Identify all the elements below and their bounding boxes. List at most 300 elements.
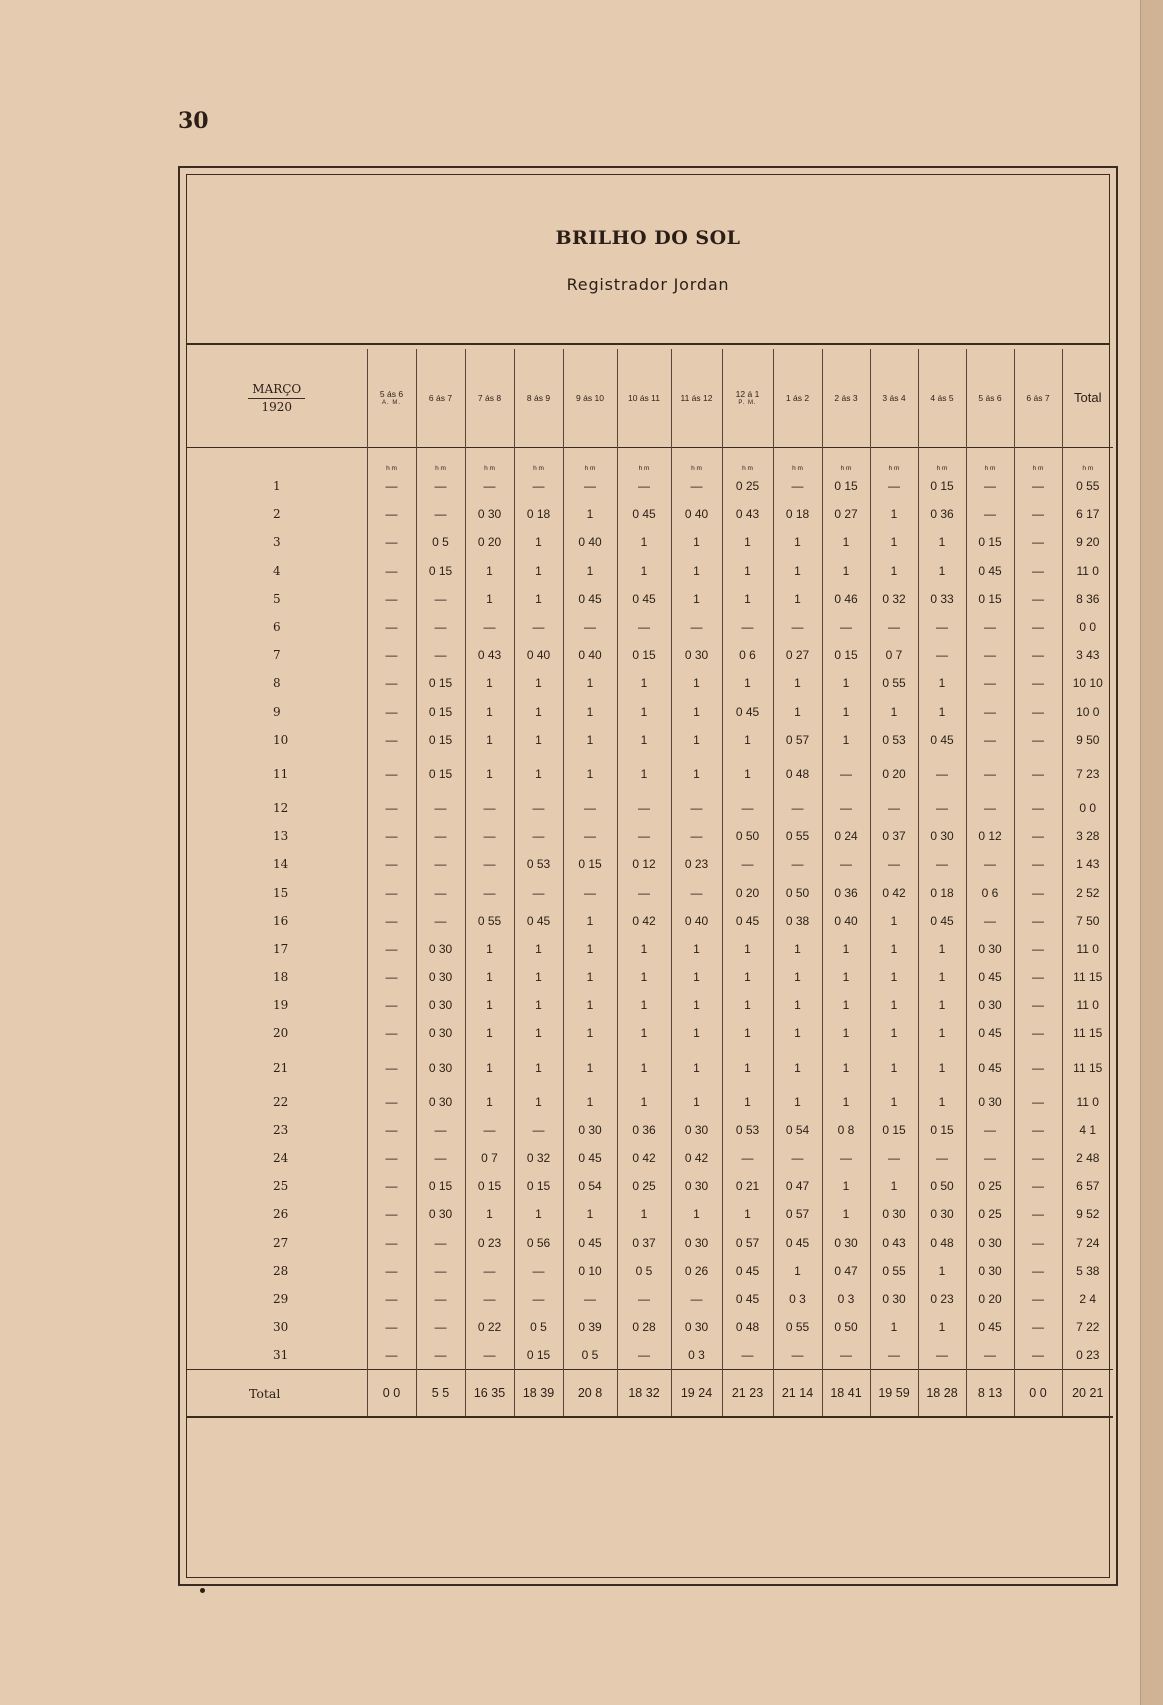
row-total-cell: 9 20 [1062,528,1113,556]
sunshine-cell: 1 [870,1313,918,1341]
sunshine-cell: 1 [671,1048,722,1088]
sunshine-cell: 0 18 [773,500,822,528]
row-total-cell: 7 50 [1062,907,1113,935]
sunshine-cell: 1 [563,963,617,991]
day-number: 23 [273,1122,289,1137]
sunshine-cell: — [1014,850,1062,878]
sunshine-cell: — [563,878,617,906]
day-number: 29 [273,1291,289,1306]
book-spine [1140,0,1163,1705]
sunshine-cell: — [870,472,918,500]
sunshine-cell: 1 [465,1048,514,1088]
sunshine-cell: — [367,1313,416,1341]
sunshine-cell: 1 [822,1048,870,1088]
sunshine-cell: — [918,641,966,669]
sunshine-cell: 1 [870,991,918,1019]
sunshine-cell: — [367,1019,416,1047]
table-row [187,641,1113,669]
sunshine-cell: 0 37 [617,1229,671,1257]
day-number: 24 [273,1151,289,1166]
sunshine-cell: 0 15 [822,472,870,500]
sunshine-cell: — [966,500,1014,528]
sunshine-cell: — [1014,822,1062,850]
sunshine-cell: — [1014,641,1062,669]
sunshine-cell: 1 [722,1088,773,1116]
row-total-cell: 7 22 [1062,1313,1113,1341]
sunshine-cell: 0 45 [966,1313,1014,1341]
day-number: 9 [273,704,281,719]
page-title: BRILHO DO SOL [555,227,741,249]
sunshine-cell: — [367,585,416,613]
sunshine-cell: 0 45 [918,726,966,754]
sunshine-cell: 1 [773,557,822,585]
sunshine-cell: 0 15 [514,1172,563,1200]
sunshine-cell: — [671,613,722,641]
sunshine-cell: 1 [870,907,918,935]
table-row [187,500,1113,528]
sunshine-cell: — [966,698,1014,726]
sunshine-cell: — [416,1257,465,1285]
sunshine-cell: — [966,1144,1014,1172]
sunshine-cell: — [1014,1200,1062,1228]
sunshine-cell: — [1014,1116,1062,1144]
sunshine-cell: 1 [671,1200,722,1228]
day-number: 4 [273,563,281,578]
sunshine-cell: 0 20 [722,878,773,906]
sunshine-cell: — [1014,669,1062,697]
day-number: 13 [273,829,289,844]
sunshine-cell: — [870,850,918,878]
sunshine-cell: 0 5 [514,1313,563,1341]
sunshine-cell: 1 [514,1088,563,1116]
column-total-cell: 0 0 [367,1370,416,1418]
sunshine-cell: 0 57 [722,1229,773,1257]
sunshine-cell: — [465,1341,514,1370]
sunshine-cell: 1 [722,557,773,585]
sunshine-cell: 0 45 [563,1229,617,1257]
sunshine-cell: 0 15 [416,698,465,726]
sunshine-cell: — [563,822,617,850]
sunshine-cell: 0 30 [671,1229,722,1257]
day-number: 12 [273,800,289,815]
row-total-cell: 11 0 [1062,1088,1113,1116]
row-total-cell: 11 0 [1062,991,1113,1019]
sunshine-cell: — [367,641,416,669]
sunshine-cell: 0 47 [773,1172,822,1200]
sunshine-cell: — [671,472,722,500]
sunshine-cell: — [617,794,671,822]
sunshine-cell: — [617,1285,671,1313]
sunshine-cell: — [1014,794,1062,822]
sunshine-cell: — [966,1341,1014,1370]
sunshine-cell: — [966,726,1014,754]
column-total-cell: 18 41 [822,1370,870,1418]
sunshine-cell: 0 30 [671,1313,722,1341]
sunshine-cell: 1 [918,1048,966,1088]
sunshine-cell: 0 30 [870,1200,918,1228]
unit-label: h m [1014,448,1062,473]
sunshine-cell: — [918,613,966,641]
sunshine-cell: 1 [465,669,514,697]
sunshine-cell: 0 47 [822,1257,870,1285]
column-total-cell: 18 39 [514,1370,563,1418]
day-number: 28 [273,1263,289,1278]
sunshine-cell: 0 45 [722,698,773,726]
sunshine-cell: — [966,1116,1014,1144]
sunshine-cell: — [465,794,514,822]
sunshine-cell: 1 [514,698,563,726]
column-header [563,349,617,448]
sunshine-cell: — [367,963,416,991]
sunshine-cell: — [416,613,465,641]
day-number: 7 [273,648,281,663]
sunshine-cell: 0 57 [773,726,822,754]
sunshine-cell: 1 [918,991,966,1019]
sunshine-cell: 0 48 [722,1313,773,1341]
row-total-cell: 6 57 [1062,1172,1113,1200]
column-total-cell: 0 0 [1014,1370,1062,1418]
sunshine-cell: — [966,907,1014,935]
column-header-label: 10 ás 11 [628,392,660,403]
sunshine-cell: 1 [918,557,966,585]
sunshine-cell: — [367,698,416,726]
sunshine-cell: — [367,1048,416,1088]
sunshine-cell: 1 [822,1172,870,1200]
sunshine-cell: — [1014,1257,1062,1285]
sunshine-cell: 1 [870,1088,918,1116]
sunshine-cell: 0 6 [722,641,773,669]
sunshine-cell: — [1014,472,1062,500]
sunshine-cell: — [514,1257,563,1285]
sunshine-cell: 1 [722,963,773,991]
sunshine-cell: — [722,1341,773,1370]
sunshine-cell: 0 20 [465,528,514,556]
sunshine-cell: 0 50 [918,1172,966,1200]
row-total-cell: 5 38 [1062,1257,1113,1285]
sunshine-cell: 0 15 [416,754,465,794]
sunshine-cell: — [367,669,416,697]
sunshine-cell: — [465,850,514,878]
sunshine-cell: 1 [514,1019,563,1047]
sunshine-cell: 1 [822,557,870,585]
sunshine-cell: 0 30 [870,1285,918,1313]
column-total-cell: 19 24 [671,1370,722,1418]
sunshine-cell: 1 [465,1019,514,1047]
sunshine-cell: — [722,613,773,641]
sunshine-cell: 0 36 [822,878,870,906]
sunshine-cell: 0 40 [563,641,617,669]
sunshine-cell: — [617,822,671,850]
sunshine-cell: — [367,794,416,822]
column-header-label: 4 ás 5 [930,392,954,403]
sunshine-cell: — [722,1144,773,1172]
column-header-label: 3 ás 4 [882,392,906,403]
column-header-label: 2 ás 3 [834,392,858,403]
sunshine-cell: 1 [722,754,773,794]
table-row [187,1088,1113,1116]
sunshine-cell: — [1014,1088,1062,1116]
sunshine-cell: 0 15 [966,585,1014,613]
sunshine-cell: 1 [722,935,773,963]
column-header-label: 6 ás 7 [428,392,453,403]
row-total-cell: 2 4 [1062,1285,1113,1313]
sunshine-cell: 0 45 [514,907,563,935]
sunshine-cell: — [822,754,870,794]
sunshine-cell: 0 40 [671,500,722,528]
sunshine-cell: 1 [617,1200,671,1228]
table-row [187,557,1113,585]
sunshine-cell: 1 [465,1200,514,1228]
sunshine-cell: 0 42 [617,1144,671,1172]
sunshine-cell: 1 [563,935,617,963]
sunshine-cell: 0 5 [617,1257,671,1285]
sunshine-cell: 0 25 [966,1200,1014,1228]
year-label: 1920 [261,399,293,414]
sunshine-cell: 0 45 [773,1229,822,1257]
day-number: 31 [273,1348,289,1363]
column-total-cell: 5 5 [416,1370,465,1418]
column-header-period: P. M. [738,400,757,406]
sunshine-cell: 1 [870,1048,918,1088]
sunshine-cell: — [563,794,617,822]
sunshine-cell: — [367,1285,416,1313]
sunshine-cell: 0 50 [722,822,773,850]
unit-label: h m [514,448,563,473]
sunshine-cell: 0 45 [722,1257,773,1285]
sunshine-cell: — [367,878,416,906]
sunshine-cell: — [416,641,465,669]
sunshine-cell: 0 45 [722,1285,773,1313]
column-header-label: 5 ás 6 [978,392,1002,403]
sunshine-cell: — [1014,878,1062,906]
sunshine-cell: 1 [563,557,617,585]
sunshine-cell: 0 42 [870,878,918,906]
sunshine-cell: — [671,1285,722,1313]
sunshine-cell: 0 3 [773,1285,822,1313]
sunshine-cell: — [671,794,722,822]
sunshine-cell: 1 [671,935,722,963]
sunshine-cell: 1 [671,585,722,613]
sunshine-cell: — [416,1229,465,1257]
sunshine-cell: — [367,1088,416,1116]
sunshine-cell: 0 15 [918,472,966,500]
sunshine-cell: 1 [563,726,617,754]
sunshine-cell: — [367,557,416,585]
table-row [187,1341,1113,1370]
table-row [187,850,1113,878]
sunshine-cell: 1 [514,963,563,991]
day-number: 11 [273,766,289,781]
sunshine-cell: — [367,754,416,794]
sunshine-cell: — [1014,1341,1062,1370]
sunshine-cell: — [966,613,1014,641]
sunshine-cell: — [1014,1048,1062,1088]
table-row [187,1116,1113,1144]
row-total-cell: 0 55 [1062,472,1113,500]
sunshine-cell: 1 [617,726,671,754]
sunshine-cell: 0 55 [465,907,514,935]
table-row [187,1200,1113,1228]
table-row [187,991,1113,1019]
sunshine-cell: — [1014,1285,1062,1313]
sunshine-cell: — [416,822,465,850]
sunshine-cell: 0 45 [966,557,1014,585]
sunshine-cell: 1 [773,1019,822,1047]
sunshine-cell: 0 30 [966,991,1014,1019]
sunshine-cell: 1 [870,500,918,528]
sunshine-cell: — [966,472,1014,500]
unit-label: h m [671,448,722,473]
sunshine-cell: 0 43 [870,1229,918,1257]
sunshine-cell: 1 [870,963,918,991]
row-total-cell: 3 43 [1062,641,1113,669]
sunshine-cell: 0 54 [563,1172,617,1200]
row-total-cell: 11 15 [1062,1019,1113,1047]
sunshine-cell: — [918,850,966,878]
sunshine-cell: 1 [617,1048,671,1088]
sunshine-cell: 1 [671,991,722,1019]
unit-label: h m [918,448,966,473]
sunshine-cell: 1 [722,1200,773,1228]
sunshine-cell: — [514,1116,563,1144]
table-row [187,907,1113,935]
sunshine-cell: 0 20 [870,754,918,794]
sunshine-cell: — [416,1144,465,1172]
sunshine-cell: 1 [514,991,563,1019]
sunshine-cell: — [918,1144,966,1172]
totals-row [187,1370,1113,1418]
sunshine-cell: 0 30 [416,1088,465,1116]
sunshine-cell: — [966,850,1014,878]
sunshine-cell: — [367,528,416,556]
sunshine-cell: — [966,754,1014,794]
sunshine-cell: — [514,794,563,822]
sunshine-cell: — [1014,1313,1062,1341]
sunshine-cell: — [870,1341,918,1370]
sunshine-cell: 1 [617,991,671,1019]
day-number: 26 [273,1207,289,1222]
column-header [465,349,514,448]
sunshine-cell: 1 [722,726,773,754]
table-row [187,754,1113,794]
sunshine-cell: 0 3 [822,1285,870,1313]
table-row [187,1229,1113,1257]
day-number: 17 [273,941,289,956]
sunshine-cell: 0 15 [416,557,465,585]
sunshine-cell: — [822,613,870,641]
sunshine-cell: 0 30 [416,1048,465,1088]
sunshine-cell: 0 25 [966,1172,1014,1200]
unit-label: h m [722,448,773,473]
column-header-label: 11 ás 12 [680,392,713,403]
sunshine-cell: 0 53 [722,1116,773,1144]
sunshine-cell: 1 [671,754,722,794]
sunshine-cell: — [870,613,918,641]
sunshine-cell: 0 30 [671,1172,722,1200]
sunshine-cell: 1 [822,528,870,556]
sunshine-cell: 0 30 [465,500,514,528]
sunshine-cell: — [822,850,870,878]
sunshine-cell: 0 5 [563,1341,617,1370]
sunshine-cell: — [465,1116,514,1144]
day-number: 16 [273,913,289,928]
sunshine-cell: — [773,1144,822,1172]
sunshine-cell: 1 [465,698,514,726]
sunshine-cell: 1 [563,991,617,1019]
sunshine-cell: — [1014,500,1062,528]
row-total-cell: 7 24 [1062,1229,1113,1257]
sunshine-cell: 1 [514,1048,563,1088]
sunshine-cell: 1 [773,1048,822,1088]
sunshine-cell: 1 [918,528,966,556]
sunshine-cell: 0 28 [617,1313,671,1341]
sunshine-cell: 1 [822,669,870,697]
table-row [187,698,1113,726]
sunshine-cell: 1 [822,698,870,726]
sunshine-cell: 1 [671,528,722,556]
sunshine-cell: 0 21 [722,1172,773,1200]
table-row [187,1257,1113,1285]
sunshine-cell: 0 30 [416,991,465,1019]
sunshine-cell: — [416,472,465,500]
sunshine-cell: 1 [465,726,514,754]
sunshine-cell: 0 46 [822,585,870,613]
sunshine-cell: — [514,1285,563,1313]
sunshine-cell: 1 [870,1019,918,1047]
sunshine-cell: 0 45 [966,1019,1014,1047]
sunshine-cell: — [563,472,617,500]
sunshine-cell: 0 48 [918,1229,966,1257]
sunshine-cell: 1 [722,528,773,556]
sunshine-cell: 0 45 [966,1048,1014,1088]
sunshine-cell: 0 7 [465,1144,514,1172]
sunshine-cell: — [1014,698,1062,726]
sunshine-cell: 0 30 [563,1116,617,1144]
sunshine-cell: — [966,794,1014,822]
sunshine-cell: 1 [918,669,966,697]
sunshine-cell: — [416,1313,465,1341]
column-header-label: 9 ás 10 [576,392,604,403]
table-row [187,1285,1113,1313]
sunshine-cell: 1 [773,991,822,1019]
unit-label: h m [563,448,617,473]
sunshine-cell: 1 [671,698,722,726]
sunshine-cell: 0 30 [416,1019,465,1047]
sunshine-cell: 1 [822,726,870,754]
sunshine-cell: 0 30 [416,1200,465,1228]
sunshine-cell: 1 [870,528,918,556]
column-header-label: Total [1074,390,1102,406]
column-header-label: 12 á 1 [735,388,760,399]
sunshine-cell: — [617,472,671,500]
sunshine-cell: 1 [563,1088,617,1116]
table-frame [178,166,1118,1586]
day-number: 18 [273,970,289,985]
day-number: 6 [273,620,281,635]
sunshine-cell: 0 22 [465,1313,514,1341]
column-total-cell: 18 32 [617,1370,671,1418]
sunshine-cell: 0 32 [870,585,918,613]
sunshine-cell: 0 3 [671,1341,722,1370]
sunshine-cell: 1 [514,557,563,585]
sunshine-cell: — [416,585,465,613]
sunshine-cell: — [367,991,416,1019]
sunshine-cell: 0 50 [773,878,822,906]
sunshine-cell: 0 45 [722,907,773,935]
sunshine-cell: 1 [465,991,514,1019]
table-row [187,794,1113,822]
sunshine-cell: 0 45 [966,963,1014,991]
